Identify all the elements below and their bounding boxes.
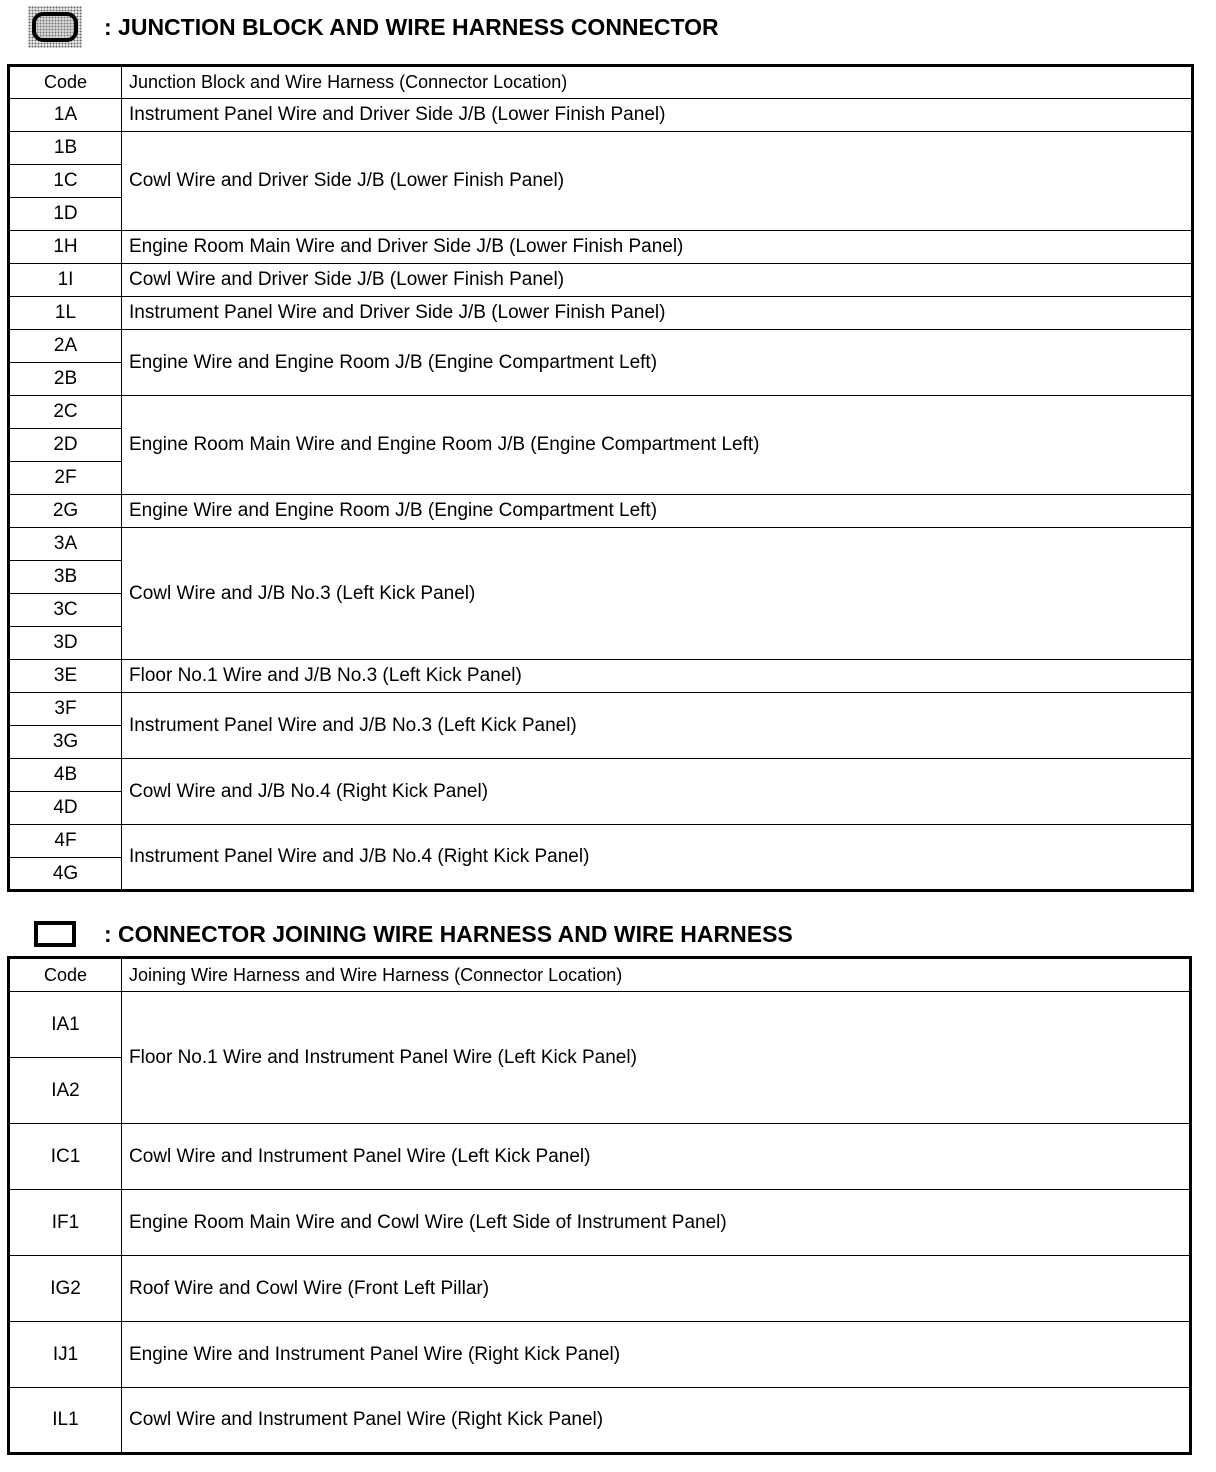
description-cell: Instrument Panel Wire and J/B No.4 (Right Kick Panel) (122, 825, 1193, 891)
description-cell: Engine Room Main Wire and Engine Room J/B (Engine Compartment Left) (122, 396, 1193, 495)
table-row (9, 660, 1193, 693)
table-row (9, 495, 1193, 528)
code-cell: 1A (9, 99, 122, 132)
table-header-row (9, 958, 1191, 992)
code-cell: 3F (9, 693, 122, 726)
code-cell: 3C (9, 594, 122, 627)
table-row (9, 264, 1193, 297)
code-cell: IA1 (9, 992, 122, 1058)
code-cell: IC1 (9, 1124, 122, 1190)
table-row (9, 1322, 1191, 1388)
code-cell: 3B (9, 561, 122, 594)
table-row (9, 1124, 1191, 1190)
section2-title: : CONNECTOR JOINING WIRE HARNESS AND WIRE HARNESS (104, 920, 793, 947)
code-cell: 3E (9, 660, 122, 693)
connector-table-body (9, 958, 1191, 1454)
table-row (9, 132, 1193, 165)
code-cell: 2D (9, 429, 122, 462)
description-cell: Cowl Wire and J/B No.3 (Left Kick Panel) (122, 528, 1193, 660)
code-cell: 4F (9, 825, 122, 858)
description-cell: Cowl Wire and Instrument Panel Wire (Right Kick Panel) (122, 1388, 1191, 1454)
code-cell: 1B (9, 132, 122, 165)
section1-heading (28, 6, 719, 48)
description-cell: Engine Room Main Wire and Driver Side J/B (Lower Finish Panel) (122, 231, 1193, 264)
table-row (9, 528, 1193, 561)
code-cell: IL1 (9, 1388, 122, 1454)
code-cell: 3D (9, 627, 122, 660)
description-cell: Instrument Panel Wire and J/B No.3 (Left Kick Panel) (122, 693, 1193, 759)
description-cell: Roof Wire and Cowl Wire (Front Left Pillar) (122, 1256, 1191, 1322)
table-row (9, 825, 1193, 858)
table-row (9, 330, 1193, 363)
code-cell: IG2 (9, 1256, 122, 1322)
description-cell: Engine Wire and Instrument Panel Wire (Right Kick Panel) (122, 1322, 1191, 1388)
code-cell: IJ1 (9, 1322, 122, 1388)
description-cell: Floor No.1 Wire and J/B No.3 (Left Kick Panel) (122, 660, 1193, 693)
description-cell: Cowl Wire and Instrument Panel Wire (Left Kick Panel) (122, 1124, 1191, 1190)
code-cell: 3G (9, 726, 122, 759)
table-row (9, 297, 1193, 330)
junction-block-table (7, 64, 1194, 892)
code-cell: IF1 (9, 1190, 122, 1256)
code-cell: 2A (9, 330, 122, 363)
code-cell: 4B (9, 759, 122, 792)
description-cell: Instrument Panel Wire and Driver Side J/B (Lower Finish Panel) (122, 99, 1193, 132)
description-cell: Instrument Panel Wire and Driver Side J/B (Lower Finish Panel) (122, 297, 1193, 330)
junction-block-table-body (9, 66, 1193, 891)
code-cell: IA2 (9, 1058, 122, 1124)
connector-table (7, 956, 1192, 1455)
code-cell: 1I (9, 264, 122, 297)
code-cell: 1D (9, 198, 122, 231)
table-row (9, 1190, 1191, 1256)
header-description: Joining Wire Harness and Wire Harness (Connector Location) (122, 958, 1191, 992)
description-cell: Cowl Wire and Driver Side J/B (Lower Finish Panel) (122, 264, 1193, 297)
code-cell: 2B (9, 363, 122, 396)
table-row (9, 693, 1193, 726)
description-cell: Engine Wire and Engine Room J/B (Engine Compartment Left) (122, 495, 1193, 528)
table-row (9, 396, 1193, 429)
header-code: Code (9, 66, 122, 99)
table-row (9, 759, 1193, 792)
code-cell: 2G (9, 495, 122, 528)
table-row (9, 231, 1193, 264)
table-row (9, 1388, 1191, 1454)
description-cell: Floor No.1 Wire and Instrument Panel Wire (Left Kick Panel) (122, 992, 1191, 1124)
table-row (9, 1256, 1191, 1322)
code-cell: 2C (9, 396, 122, 429)
table-row (9, 992, 1191, 1058)
junction-block-icon (28, 6, 82, 48)
header-code: Code (9, 958, 122, 992)
code-cell: 1C (9, 165, 122, 198)
code-cell: 3A (9, 528, 122, 561)
code-cell: 4G (9, 858, 122, 891)
description-cell: Cowl Wire and Driver Side J/B (Lower Finish Panel) (122, 132, 1193, 231)
code-cell: 4D (9, 792, 122, 825)
description-cell: Cowl Wire and J/B No.4 (Right Kick Panel) (122, 759, 1193, 825)
description-cell: Engine Wire and Engine Room J/B (Engine Compartment Left) (122, 330, 1193, 396)
description-cell: Engine Room Main Wire and Cowl Wire (Left Side of Instrument Panel) (122, 1190, 1191, 1256)
section2-heading (28, 913, 793, 955)
code-cell: 2F (9, 462, 122, 495)
table-row (9, 99, 1193, 132)
connector-icon (34, 921, 76, 947)
header-description: Junction Block and Wire Harness (Connector Location) (122, 66, 1193, 99)
table-header-row (9, 66, 1193, 99)
section1-title: : JUNCTION BLOCK AND WIRE HARNESS CONNECTOR (104, 13, 719, 40)
code-cell: 1L (9, 297, 122, 330)
code-cell: 1H (9, 231, 122, 264)
